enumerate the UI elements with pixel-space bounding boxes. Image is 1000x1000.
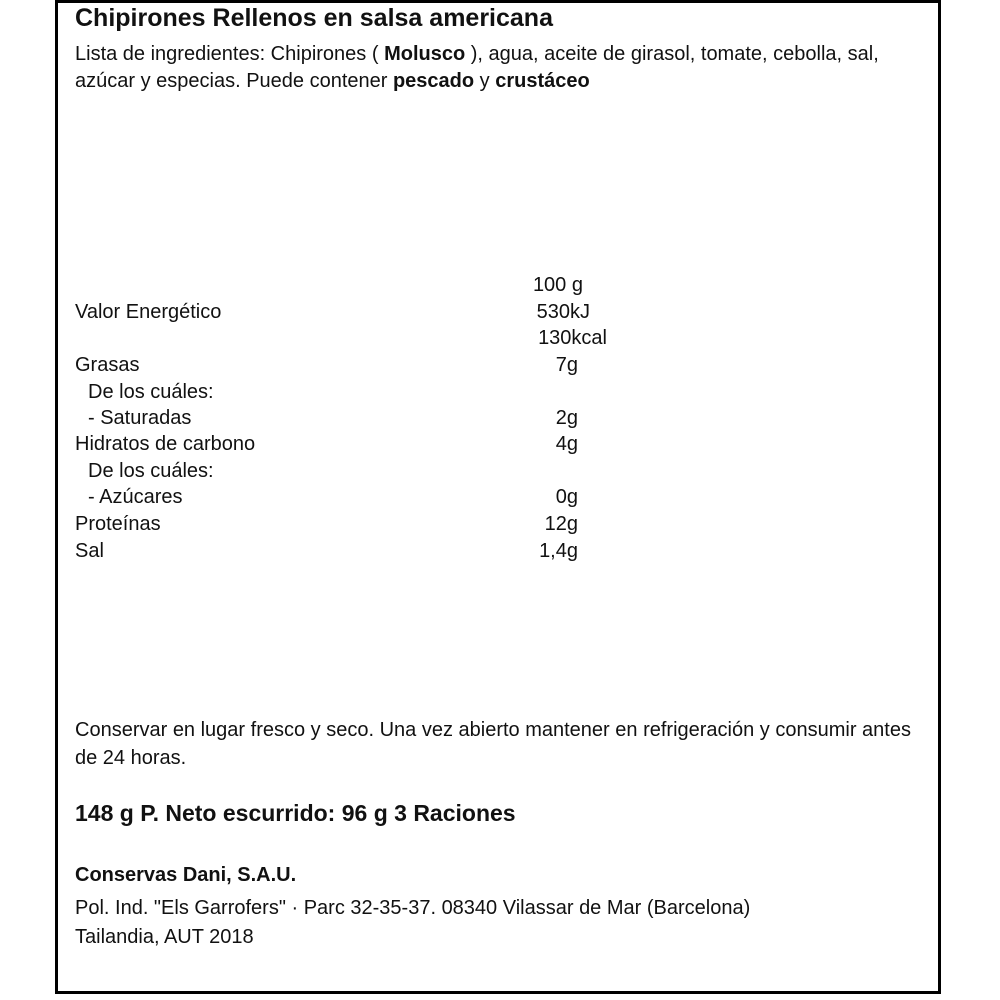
origin-code: Tailandia, AUT 2018 <box>75 926 254 948</box>
storage-instructions: Conservar en lugar fresco y seco. Una vez abierto mantener en refrigeración y consumir antes de 24 horas. <box>75 719 911 769</box>
nutrient-label: - Azúcares <box>88 486 183 508</box>
nutrient-value: 1,4g <box>539 540 578 562</box>
nutrient-label: - Saturadas <box>88 407 192 429</box>
nutrient-value: 7g <box>555 354 578 376</box>
nutrient-sublabel: De los cuáles: <box>88 460 214 482</box>
ingredients-conj: y <box>474 70 496 92</box>
nutrient-value: 0g <box>555 486 578 508</box>
ingredients-prefix: Lista de ingredientes: Chipirones ( <box>75 43 385 65</box>
energy-kj: 530kJ <box>536 301 590 323</box>
ingredients-middle: ), agua, aceite de girasol, tomate, cebolla, sal, azúcar y especias. Puede contener <box>75 43 879 92</box>
company-address: Pol. Ind. "Els Garrofers" · Parc 32-35-37. 08340 Vilassar de Mar (Barcelona) <box>75 897 751 919</box>
nutrient-label: Hidratos de carbono <box>75 433 256 455</box>
nutrient-label: Grasas <box>75 354 140 376</box>
product-title: Chipirones Rellenos en salsa americana <box>75 4 553 32</box>
nutrient-label: Sal <box>75 540 104 562</box>
nutrient-label: Proteínas <box>75 513 161 535</box>
allergen-molusco: Molusco <box>384 43 466 65</box>
nutrient-value: 4g <box>555 433 578 455</box>
energy-label: Valor Energético <box>75 301 222 323</box>
allergen-pescado: pescado <box>392 70 475 92</box>
company-name: Conservas Dani, S.A.U. <box>75 864 297 886</box>
nutrient-sublabel: De los cuáles: <box>88 381 214 403</box>
nutrient-value: 2g <box>555 407 578 429</box>
net-weight: 148 g P. Neto escurrido: 96 g 3 Raciones <box>75 800 516 826</box>
nutrient-value: 12g <box>544 513 578 535</box>
ingredients-list <box>75 41 895 95</box>
nutrition-header: 100 g <box>532 274 583 296</box>
allergen-crustaceo: crustáceo <box>495 70 590 92</box>
energy-kcal: 130kcal <box>538 327 607 349</box>
